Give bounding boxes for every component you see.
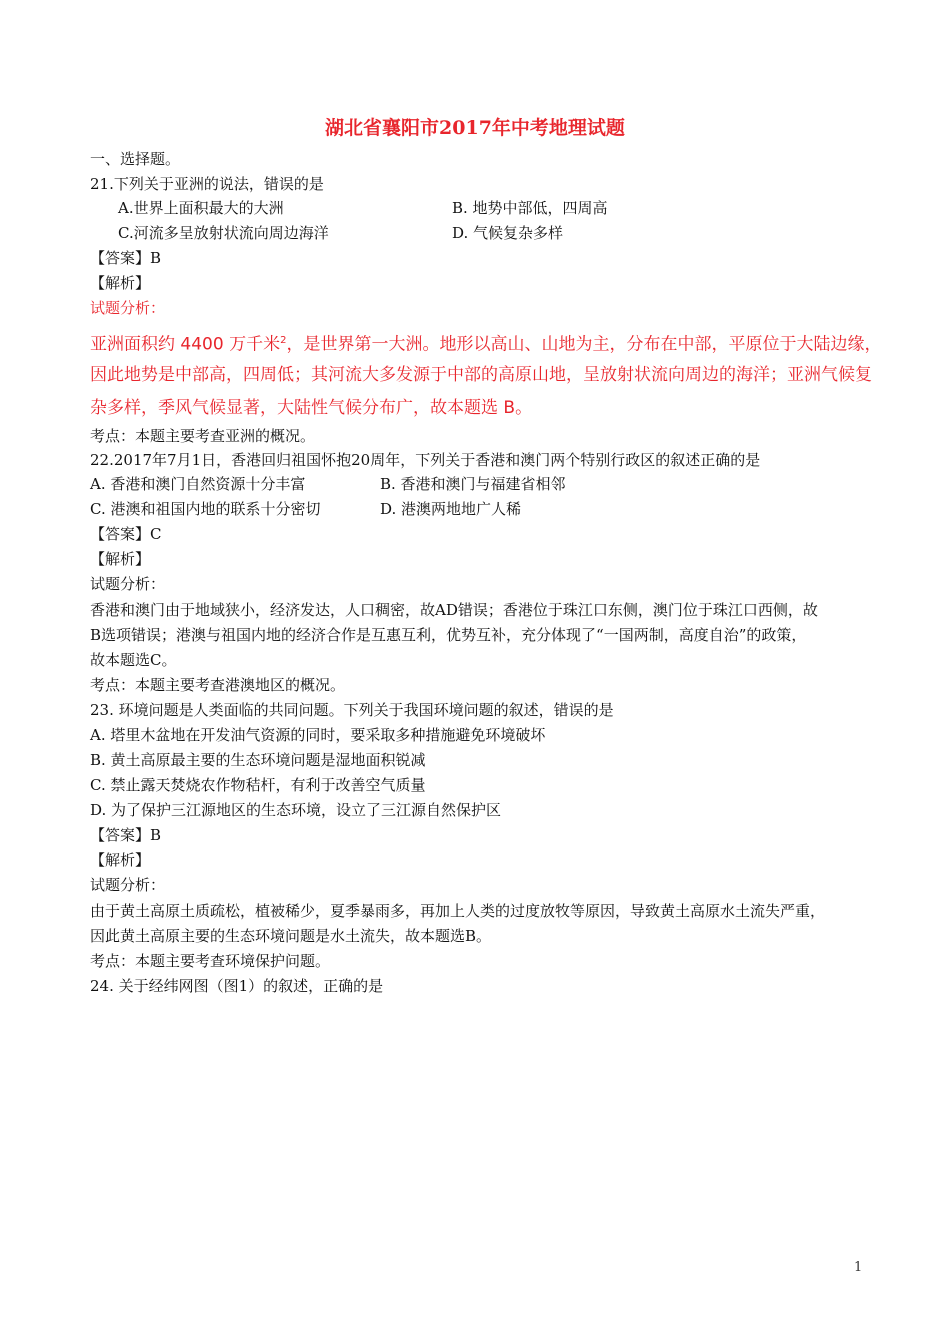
q21-option-b: B. 地势中部低，四周高 xyxy=(452,199,608,217)
q22-option-c: C. 港澳和祖国内地的联系十分密切 xyxy=(90,500,321,518)
q22-kaodian: 考点：本题主要考查港澳地区的概况。 xyxy=(90,676,346,694)
q23-option-a: A. 塔里木盆地在开发油气资源的同时，要采取多种措施避免环境破坏 xyxy=(90,726,546,744)
page-title: 湖北省襄阳市2017年中考地理试题 xyxy=(325,117,625,139)
q23-option-b: B. 黄土高原最主要的生态环境问题是湿地面积锐减 xyxy=(90,751,426,769)
q23-analysis-label: 试题分析： xyxy=(90,876,166,894)
q22-option-a: A. 香港和澳门自然资源十分丰富 xyxy=(90,475,306,493)
q21-analysis-line2: 因此地势是中部高，四周低；其河流大多发源于中部的高原山地，呈放射状流向周边的海洋；亚洲气候复 xyxy=(90,365,872,385)
q23-stem: 23. 环境问题是人类面临的共同问题。下列关于我国环境问题的叙述，错误的是 xyxy=(90,701,614,719)
q21-option-d: D. 气候复杂多样 xyxy=(452,224,564,242)
section-heading: 一、选择题。 xyxy=(90,150,181,168)
q23-answer: 【答案】B xyxy=(90,826,162,844)
q21-kaodian: 考点：本题主要考查亚洲的概况。 xyxy=(90,427,316,445)
q21-analysis-line1: 亚洲面积约 4400 万千米$^2$，是世界第一大洲。地形以高山、山地为主，分布在中部，平原位于大陆边缘， xyxy=(90,334,882,355)
q21-option-a: A.世界上面积最大的大洲 xyxy=(118,199,284,217)
q22-jiexi: 【解析】 xyxy=(90,550,151,568)
q22-analysis-line1: 香港和澳门由于地域狭小，经济发达，人口稠密，故AD错误；香港位于珠江口东侧，澳门位于珠江口西侧，故 xyxy=(90,601,818,619)
q22-stem: 22.2017年7月1日，香港回归祖国怀抱20周年，下列关于香港和澳门两个特别行政区的叙述正确的是 xyxy=(90,451,761,469)
q22-analysis-line3: 故本题选C。 xyxy=(90,651,177,669)
q21-analysis-label: 试题分析： xyxy=(90,299,166,317)
q23-analysis-line2: 因此黄土高原主要的生态环境问题是水土流失，故本题选B。 xyxy=(90,927,492,945)
q22-analysis-line2: B选项错误；港澳与祖国内地的经济合作是互惠互利，优势互补，充分体现了“一国两制，高度自治”的政策， xyxy=(90,626,807,644)
q21-stem: 21.下列关于亚洲的说法，错误的是 xyxy=(90,175,324,193)
q24-stem: 24. 关于经纬网图（图1）的叙述，正确的是 xyxy=(90,977,384,995)
page-number: 1 xyxy=(854,1260,863,1275)
q23-option-d: D. 为了保护三江源地区的生态环境，设立了三江源自然保护区 xyxy=(90,801,502,819)
q22-option-b: B. 香港和澳门与福建省相邻 xyxy=(380,475,566,493)
q22-analysis-label: 试题分析： xyxy=(90,575,166,593)
q23-jiexi: 【解析】 xyxy=(90,851,151,869)
q22-answer: 【答案】C xyxy=(90,525,162,543)
q21-answer: 【答案】B xyxy=(90,249,162,267)
q21-option-c: C.河流多呈放射状流向周边海洋 xyxy=(118,224,329,242)
q21-analysis-line3: 杂多样，季风气候显著，大陆性气候分布广，故本题选 B。 xyxy=(90,398,533,418)
q23-analysis-line1: 由于黄土高原土质疏松，植被稀少，夏季暴雨多，再加上人类的过度放牧等原因，导致黄土高原水土流失严重， xyxy=(90,902,826,920)
q21-jiexi: 【解析】 xyxy=(90,274,151,292)
q22-option-d: D. 港澳两地地广人稀 xyxy=(380,500,522,518)
q23-kaodian: 考点：本题主要考查环境保护问题。 xyxy=(90,952,331,970)
q23-option-c: C. 禁止露天焚烧农作物秸杆，有利于改善空气质量 xyxy=(90,776,426,794)
